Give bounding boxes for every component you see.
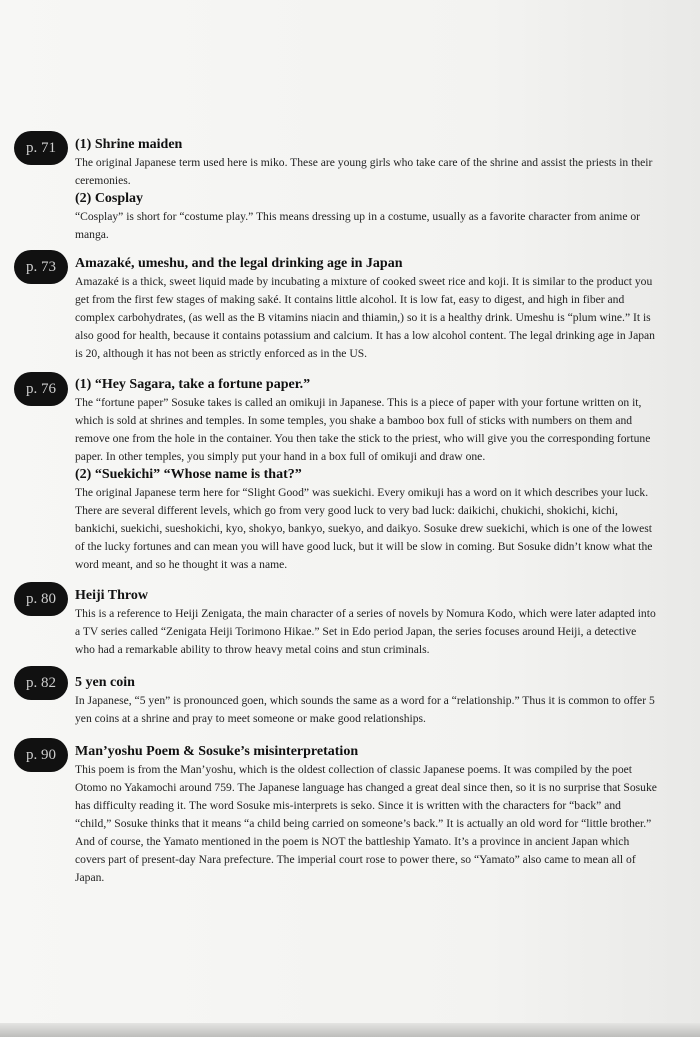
note-body: In Japanese, “5 yen” is pronounced goen, which sounds the same as a word for a “relationship.” Thus it is common to offer 5 yen coins at a shrine and pray to meet someone or make good relationships.	[75, 694, 655, 725]
note-body: This poem is from the Man’yoshu, which is the oldest collection of classic Japanese poems. It was compiled by the poet Otomo no Yakamochi around 759. The Japanese language has changed a great deal since then, so it is no surprise that Sosuke has difficulty reading it. The word Sosuke mis-interprets is seko. Since it is written with the characters for “back” and “child,” Sosuke thinks that it means “a child being carried on someone’s back.” It is actually an old word for “little brother.” And of course, the Yamato mentioned in the poem is NOT the battleship Yamato. It’s a province in ancient Japan which covers part of present-day Nara prefecture. The imperial court rose to power there, so “Yamato” also came to mean all of Japan.	[75, 763, 657, 884]
page-number-badge: p. 73	[14, 250, 68, 284]
note-content	[75, 674, 657, 728]
note-body: The original Japanese term here for “Slight Good” was suekichi. Every omikuji has a word on it which describes your luck. There are several different levels, which go from very good luck to very bad luck: daikichi, chukichi, shokichi, kichi, bankichi, suekichi, sueshokichi, kyo, shokyo, bankyo, suekyo, and daikyo. Sosuke drew suekichi, which is one of the lowest of the lucky fortunes and can mean you will have good luck, but it will be slow in coming. But Sosuke didn’t know what the word meant, and so he thought it was a name.	[75, 486, 653, 571]
note-body: Amazaké is a thick, sweet liquid made by incubating a mixture of cooked sweet rice and koji. It is similar to the product you get from the first few stages of making saké. It contains little alcohol. It is low fat, easy to digest, and high in fiber and complex carbohydrates, (as well as the B vitamins niacin and thiamin,) so it is a healthy drink. Umeshu is “plum wine.” It is also good for health, because it contains potassium and calcium. It has a low alcohol content. The legal drinking age in Japan is 20, although it has not been as strictly enforced as in the US.	[75, 275, 655, 360]
note-heading: (2) Cosplay	[75, 191, 144, 206]
note-heading: (1) “Hey Sagara, take a fortune paper.”	[75, 377, 311, 392]
note-body: “Cosplay” is short for “costume play.” This means dressing up in a costume, usually as a favorite character from anime or manga.	[75, 210, 641, 241]
note-heading: Amazaké, umeshu, and the legal drinking age in Japan	[75, 256, 403, 271]
page-number-badge: p. 80	[14, 582, 68, 616]
page-number-badge: p. 90	[14, 738, 68, 772]
note-heading: Heiji Throw	[75, 588, 148, 603]
note-heading: Man’yoshu Poem & Sosuke’s misinterpretation	[75, 744, 359, 759]
note-content	[75, 136, 657, 244]
note-heading: (2) “Suekichi” “Whose name is that?”	[75, 467, 302, 482]
note-content	[75, 376, 657, 574]
note-content	[75, 587, 657, 659]
page-number-badge: p. 71	[14, 131, 68, 165]
note-body: The “fortune paper” Sosuke takes is called an omikuji in Japanese. This is a piece of paper with your fortune written on it, which is sold at shrines and temples. In some temples, you shake a bamboo box full of sticks with numbers on them and remove one from the hole in the container. You then take the stick to the priest, who will give you the corresponding fortune paper. In other temples, you simply put your hand in a box full of omikuji and draw one.	[75, 396, 651, 463]
note-heading: (1) Shrine maiden	[75, 137, 183, 152]
note-body: The original Japanese term used here is miko. These are young girls who take care of the shrine and assist the priests in their ceremonies.	[75, 156, 653, 187]
note-heading: 5 yen coin	[75, 675, 135, 690]
note-content	[75, 743, 657, 887]
note-content	[75, 255, 657, 363]
page-number-badge: p. 76	[14, 372, 68, 406]
page-bottom-edge	[0, 1023, 700, 1037]
page-number-badge: p. 82	[14, 666, 68, 700]
note-body: This is a reference to Heiji Zenigata, the main character of a series of novels by Nomura Kodo, which were later adapted into a TV series called “Zenigata Heiji Torimono Hikae.” Set in Edo period Japan, the series focuses around Heiji, a detective who had a remarkable ability to throw heavy metal coins and stun criminals.	[75, 607, 656, 656]
